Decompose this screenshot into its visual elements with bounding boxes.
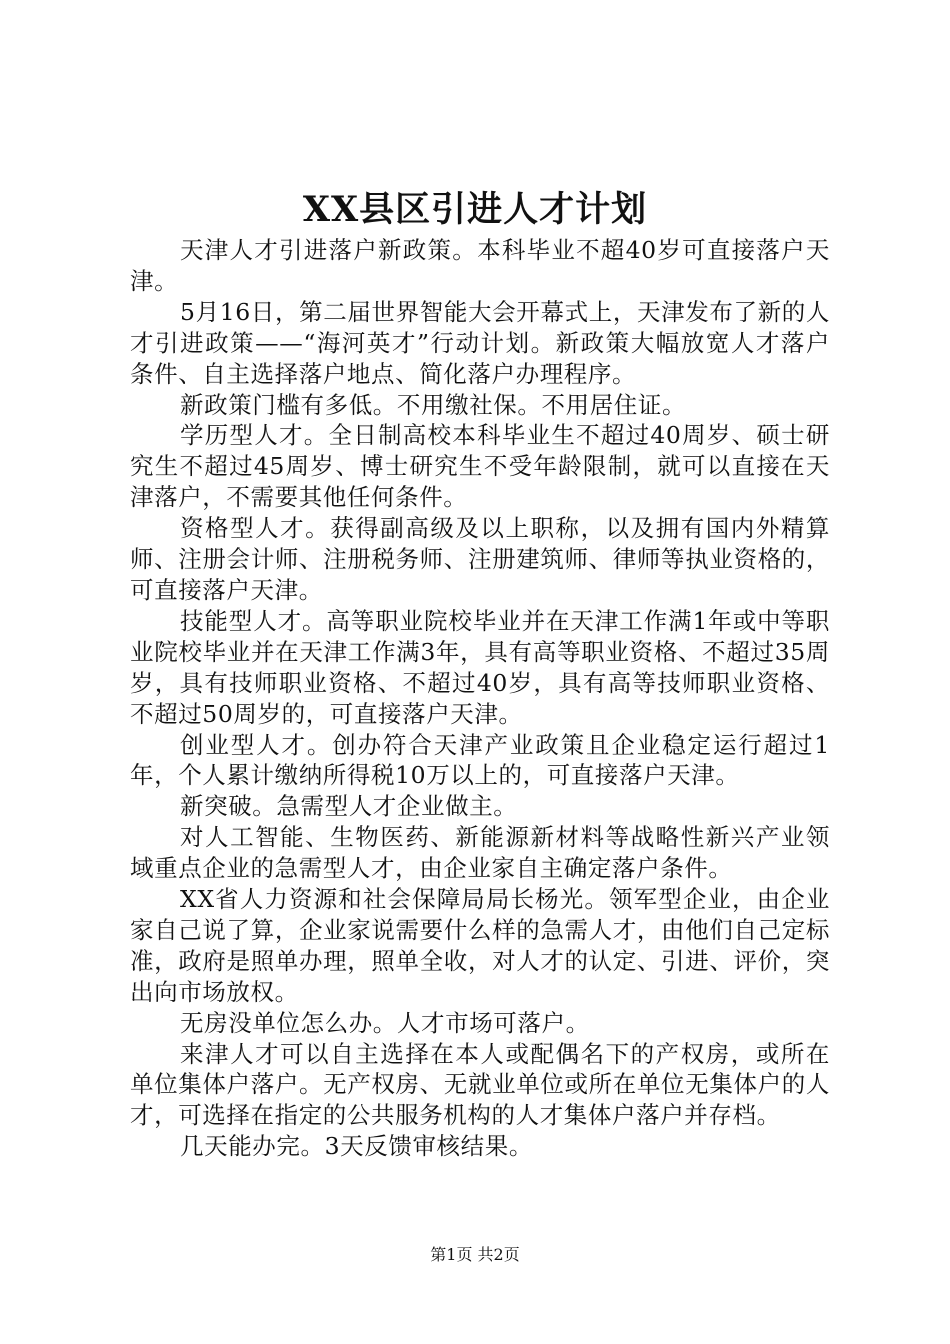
paragraph: 资格型人才。获得副高级及以上职称，以及拥有国内外精算师、注册会计师、注册税务师、注册建筑师、律师等执业资格的，可直接落户天津。 bbox=[130, 514, 830, 604]
document-title: XX县区引进人才计划 bbox=[302, 189, 648, 230]
paragraph: 无房没单位怎么办。人才市场可落户。 bbox=[180, 1008, 590, 1037]
document-body bbox=[130, 235, 830, 1162]
paragraph: 学历型人才。全日制高校本科毕业生不超过40周岁、硕士研究生不超过45周岁、博士研究生不受年龄限制，就可以直接在天津落户，不需要其他任何条件。 bbox=[130, 421, 830, 512]
paragraph: 新突破。急需型人才企业做主。 bbox=[180, 792, 518, 821]
page-footer: 第1页 共2页 bbox=[430, 1245, 520, 1264]
paragraph: 新政策门槛有多低。不用缴社保。不用居住证。 bbox=[180, 390, 687, 419]
paragraph: 技能型人才。高等职业院校毕业并在天津工作满1年或中等职业院校毕业并在天津工作满3年，具有高等职业资格、不超过35周岁，具有技师职业资格、不超过40岁，具有高等技师职业资格、不超过50周岁的，可直接落户天津。 bbox=[130, 606, 830, 728]
paragraph: 5月16日，第二届世界智能大会开幕式上，天津发布了新的人才引进政策——“海河英才”行动计划。新政策大幅放宽人才落户条件、自主选择落户地点、简化落户办理程序。 bbox=[130, 297, 830, 388]
paragraph: 创业型人才。创办符合天津产业政策且企业稳定运行超过1年，个人累计缴纳所得税10万以上的，可直接落户天津。 bbox=[130, 730, 830, 790]
paragraph: 几天能办完。3天反馈审核结果。 bbox=[180, 1132, 533, 1161]
paragraph: 天津人才引进落户新政策。本科毕业不超40岁可直接落户天津。 bbox=[130, 236, 830, 295]
paragraph: XX省人力资源和社会保障局局长杨光。领军型企业，由企业家自己说了算，企业家说需要什么样的急需人才，由他们自己定标准，政府是照单办理，照单全收，对人才的认定、引进、评价，突出向市场放权。 bbox=[130, 885, 830, 1006]
paragraph: 来津人才可以自主选择在本人或配偶名下的产权房，或所在单位集体户落户。无产权房、无就业单位或所在单位无集体户的人才，可选择在指定的公共服务机构的人才集体户落户并存档。 bbox=[130, 1039, 830, 1130]
paragraph: 对人工智能、生物医药、新能源新材料等战略性新兴产业领域重点企业的急需型人才，由企业家自主确定落户条件。 bbox=[130, 823, 830, 883]
